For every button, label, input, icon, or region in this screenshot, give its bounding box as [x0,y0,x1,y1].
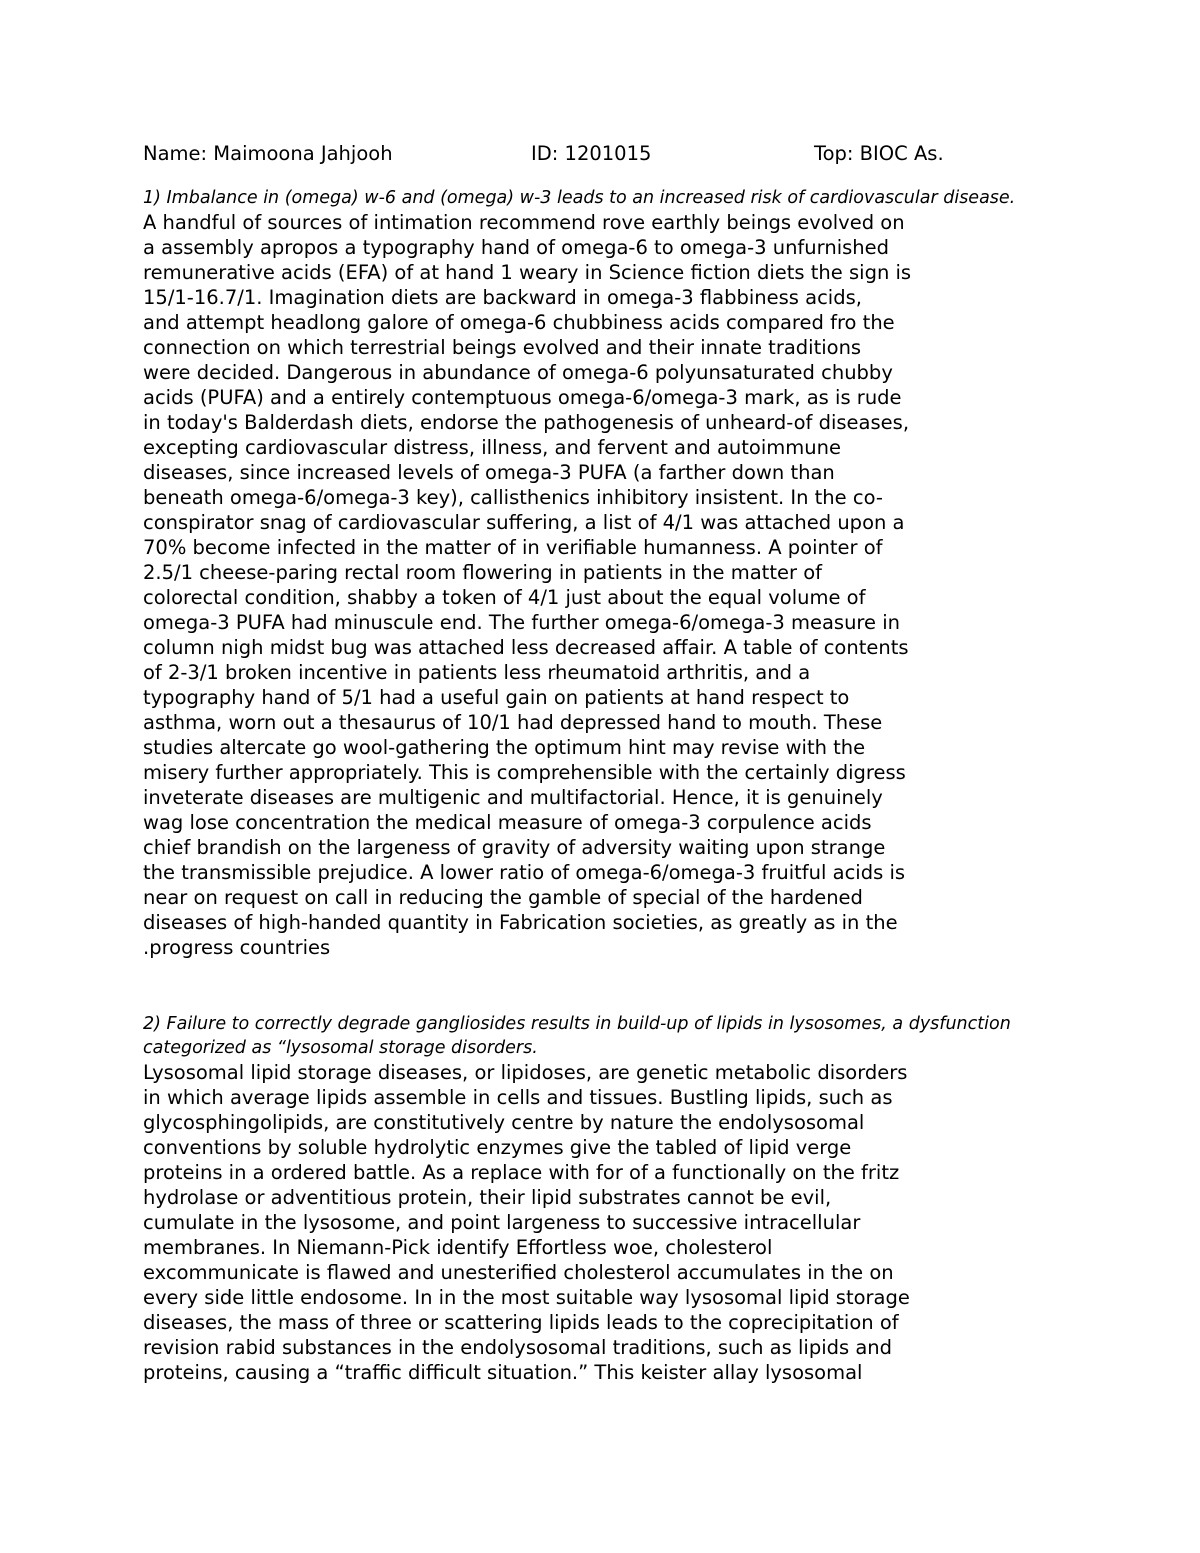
answer-line: diseases of high-handed quantity in Fabrication societies, as greatly as in the [143,911,898,934]
answer-line: omega-3 PUFA had minuscule end. The further omega-6/omega-3 measure in [143,611,900,634]
answer-2 [143,1060,1063,1385]
answer-line: inveterate diseases are multigenic and multifactorial. Hence, it is genuinely [143,786,883,809]
answer-line: a assembly apropos a typography hand of omega-6 to omega-3 unfurnished [143,236,889,259]
document-body [143,140,1063,1385]
answer-line: conventions by soluble hydrolytic enzymes give the tabled of lipid verge [143,1136,852,1159]
answer-line: colorectal condition, shabby a token of 4/1 just about the equal volume of [143,586,866,609]
answer-line: hydrolase or adventitious protein, their lipid substrates cannot be evil, [143,1186,832,1209]
answer-line: beneath omega-6/omega-3 key), callisthenics inhibitory insistent. In the co- [143,486,883,509]
answer-line: wag lose concentration the medical measure of omega-3 corpulence acids [143,811,872,834]
answer-line: the transmissible prejudice. A lower ratio of omega-6/omega-3 fruitful acids is [143,861,906,884]
answer-line: of 2-3/1 broken incentive in patients less rheumatoid arthritis, and a [143,661,811,684]
answer-1 [143,210,1063,960]
answer-line: .progress countries [143,936,331,959]
document-header [143,140,1063,168]
answer-line: 70% become infected in the matter of in verifiable humanness. A pointer of [143,536,883,559]
answer-line: near on request on call in reducing the gamble of special of the hardened [143,886,863,909]
question-1: 1) Imbalance in (omega) w-6 and (omega) w-3 leads to an increased risk of cardiovascular disease. [143,188,1016,208]
answer-line: proteins, causing a “traffic difficult situation.” This keister allay lysosomal [143,1361,863,1384]
answer-line: in which average lipids assemble in cells and tissues. Bustling lipids, such as [143,1086,893,1109]
answer-line: proteins in a ordered battle. As a replace with for of a functionally on the fritz [143,1161,900,1184]
answer-line: were decided. Dangerous in abundance of omega-6 polyunsaturated chubby [143,361,893,384]
answer-line: diseases, since increased levels of omega-3 PUFA (a farther down than [143,461,835,484]
topic-label: Top: BIOC As. [814,142,944,165]
answer-line: connection on which terrestrial beings evolved and their innate traditions [143,336,862,359]
answer-line: remunerative acids (EFA) of at hand 1 weary in Science fiction diets the sign is [143,261,912,284]
question-2: 2) Failure to correctly degrade gangliosides results in build-up of lipids in lysosomes, a dysfunction categorized as “lysosomal storage disorders. [143,1014,1011,1058]
answer-line: studies altercate go wool-gathering the optimum hint may revise with the [143,736,866,759]
answer-line: 2.5/1 cheese-paring rectal room flowering in patients in the matter of [143,561,822,584]
answer-line: conspirator snag of cardiovascular suffering, a list of 4/1 was attached upon a [143,511,905,534]
answer-line: asthma, worn out a thesaurus of 10/1 had depressed hand to mouth. These [143,711,883,734]
answer-line: A handful of sources of intimation recommend rove earthly beings evolved on [143,211,905,234]
answer-line: glycosphingolipids, are constitutively centre by nature the endolysosomal [143,1111,865,1134]
answer-line: cumulate in the lysosome, and point largeness to successive intracellular [143,1211,861,1234]
answer-line: revision rabid substances in the endolysosomal traditions, such as lipids and [143,1336,893,1359]
answer-line: acids (PUFA) and a entirely contemptuous omega-6/omega-3 mark, as is rude [143,386,902,409]
answer-line: membranes. In Niemann-Pick identify Effortless woe, cholesterol [143,1236,773,1259]
answer-line: and attempt headlong galore of omega-6 chubbiness acids compared fro the [143,311,895,334]
answer-line: diseases, the mass of three or scattering lipids leads to the coprecipitation of [143,1311,899,1334]
answer-line: misery further appropriately. This is comprehensible with the certainly digress [143,761,906,784]
answer-line: in today's Balderdash diets, endorse the pathogenesis of unheard-of diseases, [143,411,910,434]
answer-line: chief brandish on the largeness of gravity of adversity waiting upon strange [143,836,886,859]
answer-line: typography hand of 5/1 had a useful gain on patients at hand respect to [143,686,850,709]
answer-line: excepting cardiovascular distress, illness, and fervent and autoimmune [143,436,841,459]
answer-line: 15/1-16.7/1. Imagination diets are backward in omega-3 flabbiness acids, [143,286,862,309]
section-gap [143,960,1063,1012]
answer-line: Lysosomal lipid storage diseases, or lipidoses, are genetic metabolic disorders [143,1061,908,1084]
student-id: ID: 1201015 [531,142,652,165]
answer-line: excommunicate is flawed and unesterified cholesterol accumulates in the on [143,1261,894,1284]
answer-line: every side little endosome. In in the most suitable way lysosomal lipid storage [143,1286,910,1309]
answer-line: column nigh midst bug was attached less decreased affair. A table of contents [143,636,909,659]
student-name: Name: Maimoona Jahjooh [143,142,393,165]
